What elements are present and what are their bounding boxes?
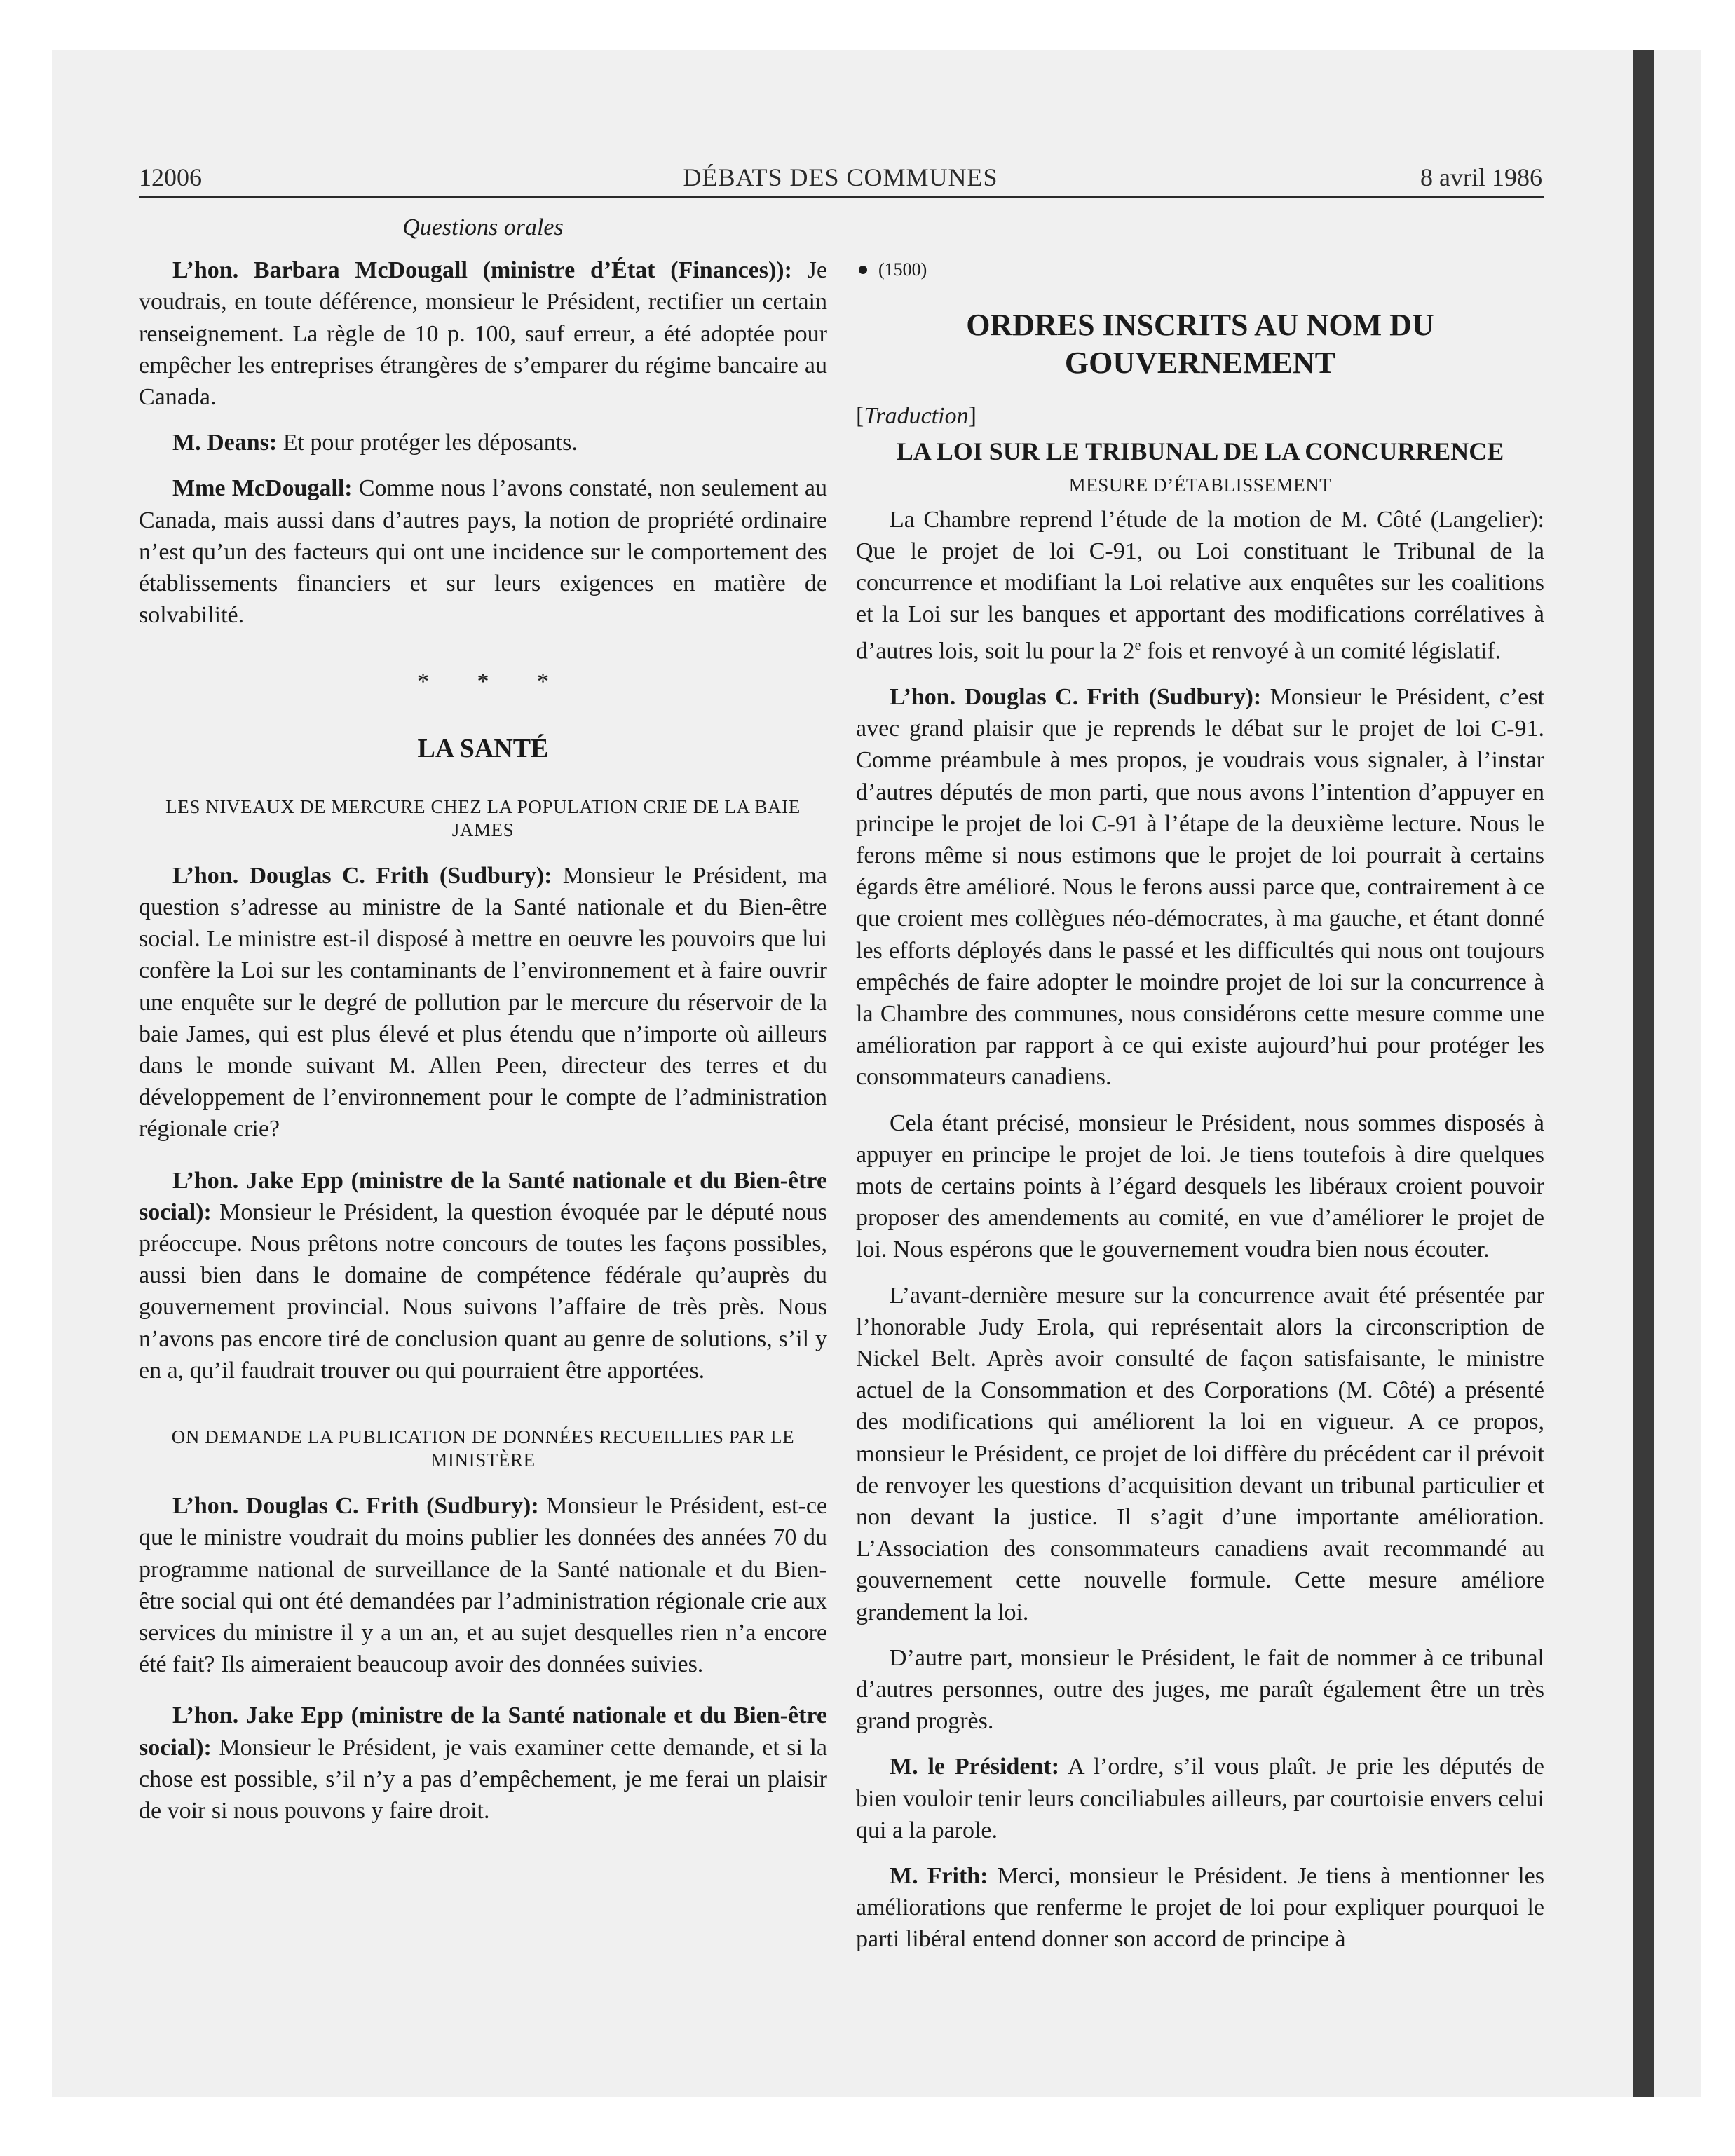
speech-text: A l’ordre, s’il vous plaît. Je prie les députés de bien vouloir tenir leurs conciliabules ailleurs, par courtoisie envers celui qui a la parole. [856,1754,1544,1843]
bullet-icon [859,266,867,274]
speaker-name: M. Deans: [172,430,278,456]
speech-text: Merci, monsieur le Président. Je tiens à mentionner les améliorations que renferme le projet de loi pour expliquer pourquoi le parti libéral entend donner son accord de principe à [856,1863,1544,1953]
speech-paragraph: L’avant-dernière mesure sur la concurrence avait été présentée par l’honorable Judy Erola, qui représentait alors la circonscription de Nickel Belt. Après avoir consulté de façon satisfaisante, le ministre actuel de la Consommation et des Corporations (M. Côté) a présenté des modifications qui améliorent la loi en vigueur. A ce propos, monsieur le Président, ce projet de loi diffère du précédent car il prévoit de renvoyer les questions d’acquisition devant un tribunal particulier et non devant la justice. Il s’agit d’une importante amélioration. L’Association des consommateurs canadiens avait recommandé au gouvernement cette nouvelle formule. Cette mesure améliore grandement la loi. [856,1282,1544,1625]
translation-label: Traduction [864,403,969,430]
speaker-name: L’hon. Douglas C. Frith (Sudbury): [890,683,1262,710]
running-head: Questions orales [402,214,564,240]
speech-paragraph [856,1860,1544,1956]
speaker-name: Mme McDougall: [172,475,353,502]
speech-text: Monsieur le Président, c’est avec grand plaisir que je reprends le débat sur le projet de loi C-91. Comme préambule à mes propos, je voudrais vous signaler, à l’instar d’autres députés de mon parti, que nous avons l’intention d’appuyer en principe le projet de loi C-91 à l’étape de la deuxième lecture. Nous le ferons même si nous estimons que le projet de loi pourrait à certains égards être amélioré. Nous le ferons aussi parce que, contrairement à ce que croient mes collègues néo-démocrates, à ma gauche, et étant donné les efforts déployés dans le passé et les difficultés qui nous ont toujours empêchés de faire adopter le moindre projet de loi sur la concurrence à la Chambre des communes, nous considérons cette mesure comme une amélioration par rapport à ce qui existe aujourd’hui pour protéger les consommateurs canadiens. [856,683,1544,1091]
speech-text: Je voudrais, en toute déférence, monsieur le Président, rectifier un certain renseignement. La règle de 10 p. 100, sauf erreur, a été adoptée pour empêcher les entreprises étrangères de s’emparer du régime bancaire au Canada. [139,257,827,411]
speaker-name: L’hon. Douglas C. Frith (Sudbury): [172,1493,539,1520]
motion-text: La Chambre reprend l’étude de la motion de M. Côté (Langelier): Que le projet de loi C-91, ou Loi constituant le Tribunal de la concurrence et modifiant la Loi relative aux enquêtes sur les coalitions et la Loi sur les banques et apportant des modifications corrélatives à d’autres lois, soit lu pour la 2 [856,506,1544,664]
subsection-title: LES NIVEAUX DE MERCURE CHEZ LA POPULATION CRIE DE LA BAIE JAMES [165,796,801,840]
speech-paragraph [139,472,827,631]
speech-paragraph [139,1700,827,1827]
speaker-name: M. le Président: [890,1754,1060,1780]
page-date: 8 avril 1986 [1420,163,1542,191]
ordinal-superscript: e [1134,638,1141,654]
speech-text: Monsieur le Président, je vais examiner cette demande, et si la chose est possible, s’il n’y a pas d’empêchement, je me ferai un plaisir de voir si nous pouvons y faire droit. [139,1734,827,1824]
speech-paragraph [139,254,827,413]
speaker-name: L’hon. Douglas C. Frith (Sudbury): [172,862,552,889]
speaker-name: L’hon. Jake Epp (ministre de la Santé nationale et du Bien-être social): [139,1167,827,1225]
speaker-name: L’hon. Jake Epp (ministre de la Santé nationale et du Bien-être social): [139,1703,827,1761]
motion-text-end: fois et renvoyé à un comité législatif. [1141,638,1502,664]
speech-text: Monsieur le Président, la question évoquée par le député nous préoccupe. Nous prêtons notre concours de toutes les façons possibles, aussi bien dans le domaine de compétence fédérale qu’auprès du gouvernement provincial. Nous suivons l’affaire de très près. Nous n’avons pas encore tiré de conclusion quant au genre de solutions, s’il y en a, qu’il faudrait trouver ou qui pourraient être apportées. [139,1199,827,1384]
orders-title: ORDRES INSCRITS AU NOM DU GOUVERNEMENT [966,308,1434,381]
page-header [139,163,1542,199]
speech-text: Monsieur le Président, ma question s’adresse au ministre de la Santé nationale et du Bien-être social. Le ministre est-il disposé à mettre en oeuvre les pouvoirs que lui confère la Loi sur les contaminants de l’environnement et à faire ouvrir une enquête sur le degré de pollution par le mercure du réservoir de la baie James, qui est plus élevé et plus étendu que n’importe où ailleurs dans le monde suivant M. Allen Peen, directeur des terres et du développement de l’environnement pour le compte de l’administration régionale crie? [139,862,827,1142]
header-rule [139,196,1544,198]
speech-paragraph [856,681,1544,1093]
bill-title: LA LOI SUR LE TRIBUNAL DE LA CONCURRENCE [896,437,1504,466]
speech-paragraph: D’autre part, monsieur le Président, le fait de nommer à ce tribunal d’autres personnes, outre des juges, me paraît également être un très grand progrès. [856,1644,1544,1735]
speech-text: Comme nous l’avons constaté, non seulement au Canada, mais aussi dans d’autres pays, la notion de propriété ordinaire n’est qu’un des facteurs qui ont une incidence sur le comportement des établissements financiers et sur leurs exigences en matière de solvabilité. [139,475,827,629]
motion-paragraph [856,504,1544,667]
left-column [139,210,827,1841]
scan-edge-bar [1633,50,1654,2097]
speech-paragraph [139,427,827,458]
speech-paragraph [139,1165,827,1386]
speech-paragraph [856,1751,1544,1846]
speech-paragraph [139,860,827,1145]
speaker-name: M. Frith: [890,1863,988,1890]
section-separator: * * * [417,669,570,695]
time-stamp-text: (1500) [878,259,927,280]
section-title: LA SANTÉ [417,733,549,763]
publication-title: DÉBATS DES COMMUNES [683,163,998,191]
right-column [856,210,1544,1970]
speaker-name: L’hon. Barbara McDougall (ministre d’État (Finances)): [172,257,792,284]
subsection-title: ON DEMANDE LA PUBLICATION DE DONNÉES RECUEILLIES PAR LE MINISTÈRE [171,1426,795,1471]
speech-text: Et pour protéger les déposants. [277,430,578,456]
bill-subtitle: MESURE D’ÉTABLISSEMENT [1068,474,1332,496]
speech-text: Monsieur le Président, est-ce que le ministre voudrait du moins publier les données des années 70 du programme national de surveillance de la Santé nationale et du Bien-être social qui ont été demandées par l’administration régionale crie aux services du ministre il y a un an, et au sujet desquelles rien n’a encore été fait? Ils aimeraient beaucoup avoir des données suivies. [139,1493,827,1678]
speech-paragraph [139,1490,827,1680]
page-number: 12006 [139,163,202,191]
translation-note: [Traduction] [856,403,977,430]
speech-paragraph: Cela étant précisé, monsieur le Président, nous sommes disposés à appuyer en principe le projet de loi. Je tiens toutefois à dire quelques mots de certains points à l’égard desquels les libéraux croient pouvoir proposer des amendements au comité, en vue d’améliorer le projet de loi. Nous espérons que le gouvernement voudra bien nous écouter. [856,1110,1544,1263]
time-stamp [859,254,1544,285]
